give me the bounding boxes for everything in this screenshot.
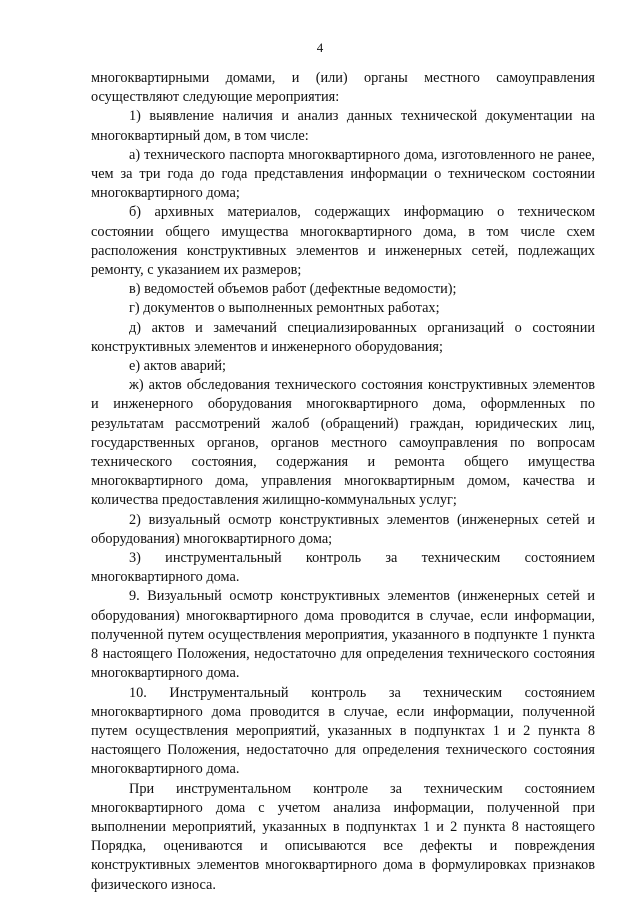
paragraph: 9. Визуальный осмотр конструктивных элементов (инженерных сетей и оборудования) многоквартирного дома проводится в случае, если информации, полученной путем осуществления мероприятия, указанного в подпункте 1 пункта 8 настоящего Положения, недостаточно для определения технического состояния многоквартирного дома. <box>91 588 595 682</box>
paragraph: д) актов и замечаний специализированных организаций о состоянии конструктивных элементов и инженерного оборудования; <box>91 319 595 355</box>
paragraph: 1) выявление наличия и анализ данных технической документации на многоквартирный дом, в том числе: <box>91 108 595 144</box>
paragraph: г) документов о выполненных ремонтных работах; <box>129 300 440 317</box>
paragraph: б) архивных материалов, содержащих информацию о техническом состоянии общего имущества многоквартирного дома, в том числе схем расположения конструктивных элементов и инженерных сетей, подлежащих ремонту, с указанием их размеров; <box>91 204 595 279</box>
paragraph: многоквартирными домами, и (или) органы местного самоуправления осуществляют следующие мероприятия: <box>91 70 595 106</box>
paragraph: 2) визуальный осмотр конструктивных элементов (инженерных сетей и оборудования) многоквартирного дома; <box>91 511 595 547</box>
paragraph: 3) инструментальный контроль за техническим состоянием многоквартирного дома. <box>91 550 595 586</box>
paragraph: ж) актов обследования технического состояния конструктивных элементов и инженерного оборудования многоквартирного дома, оформленных по результатам рассмотрений жалоб (обращений) граждан, юридических лиц, государственных органов, органов местного самоуправления по вопросам технического состояния, содержания и ремонта общего имущества многоквартирного дома, управления многоквартирным домом, качества и количества предоставления жилищно-коммунальных услуг; <box>91 377 595 509</box>
paragraph: е) актов аварий; <box>129 358 226 375</box>
paragraph: 10. Инструментальный контроль за техническим состоянием многоквартирного дома проводится в случае, если информации, полученной путем осуществления мероприятий, указанных в подпунктах 1 и 2 пункта 8 настоящего Положения, недостаточно для определения технического состояния многоквартирного дома. <box>91 684 595 778</box>
paragraph: При инструментальном контроле за техническим состоянием многоквартирного дома с учетом анализа информации, полученной при выполнении мероприятий, указанных в подпунктах 1 и 2 пункта 8 настоящего Порядка, оцениваются и описываются все дефекты и повреждения конструктивных элементов многоквартирного дома в формулировках признаков физического износа. <box>91 780 595 893</box>
document-body <box>91 69 595 895</box>
page-number: 4 <box>316 40 324 55</box>
paragraph: а) технического паспорта многоквартирного дома, изготовленного не ранее, чем за три года до года представления информации о техническом состоянии многоквартирного дома; <box>91 146 595 202</box>
paragraph: в) ведомостей объемов работ (дефектные ведомости); <box>129 281 457 298</box>
